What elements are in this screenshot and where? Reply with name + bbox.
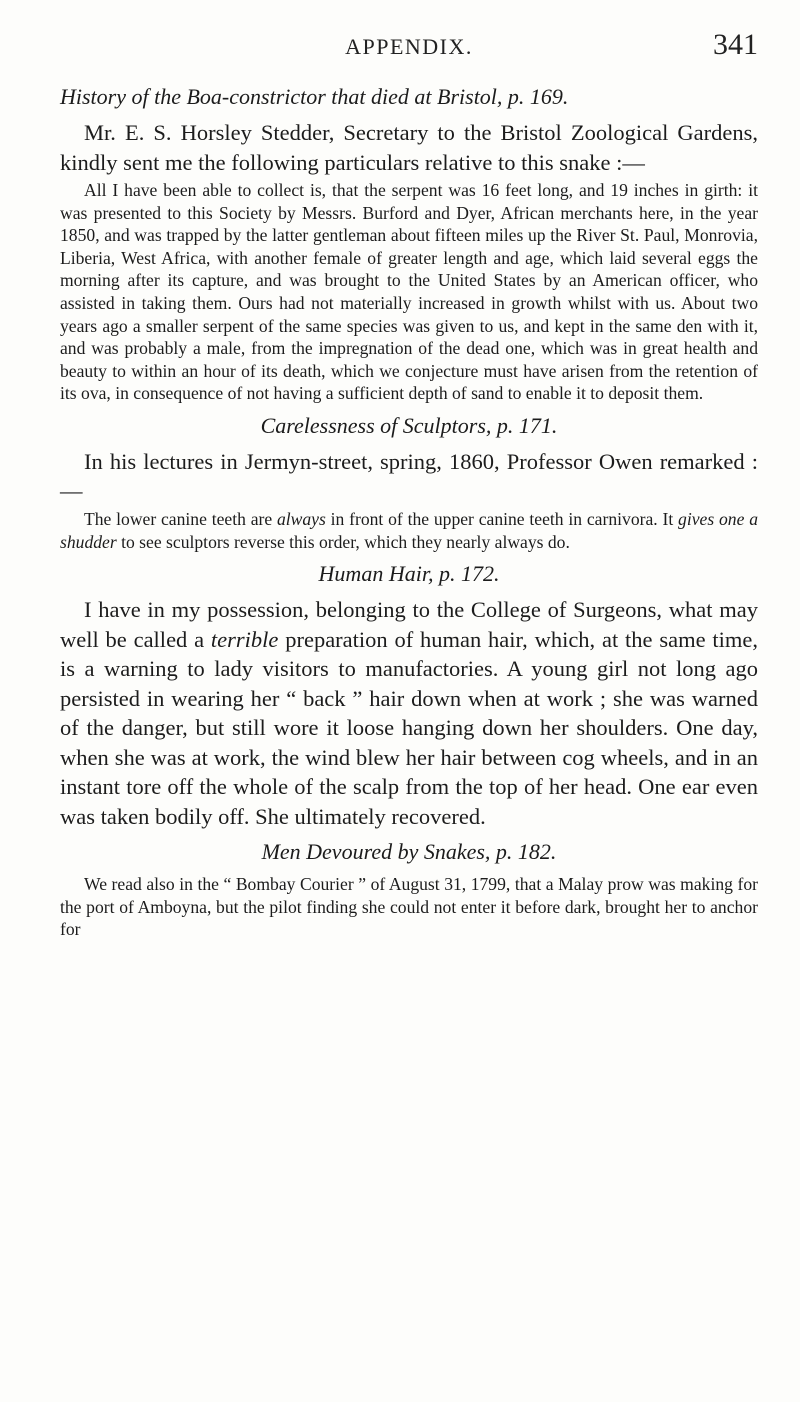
body-text: preparation of human hair, which, at the same time, is a warning to lady visitors to manufactories. A young girl not long ago persisted in wearing her “ back ” hair down when at work ; she was warned of the danger, but still wore it loose hanging down her shoulders. One day, when she was at work, the wind blew her hair between cog wheels, and in an instant tore off the whole of the scalp from the top of her head. One ear even was taken bodily off. She ultimately recovered. bbox=[60, 626, 758, 829]
section-carelessness-of-sculptors bbox=[60, 411, 758, 553]
section-intro: Mr. E. S. Horsley Stedder, Secretary to the Bristol Zoological Gardens, kindly sent me the following particulars relative to this snake :— bbox=[60, 120, 758, 175]
section-quote: We read also in the “ Bombay Courier ” of August 31, 1799, that a Malay prow was making for the port of Amboyna, but the pilot finding she could not enter it before dark, brought her to anchor for bbox=[60, 874, 758, 940]
running-head-title: APPENDIX. bbox=[345, 34, 473, 59]
page-content bbox=[60, 82, 758, 947]
section-men-devoured-by-snakes bbox=[60, 837, 758, 941]
section-boa-constrictor bbox=[60, 82, 758, 405]
section-human-hair bbox=[60, 559, 758, 831]
section-intro: In his lectures in Jermyn-street, spring, 1860, Professor Owen remarked :— bbox=[60, 448, 758, 504]
running-head bbox=[60, 28, 758, 68]
quote-text: The lower canine teeth are bbox=[84, 508, 277, 529]
section-quote bbox=[60, 508, 758, 553]
section-heading: Men Devoured by Snakes, p. 182. bbox=[261, 839, 557, 865]
quote-text: to see sculptors reverse this order, which they nearly always do. bbox=[116, 531, 570, 552]
quote-emphasis: gives one a shudder bbox=[60, 508, 758, 552]
body-text: I have in my possession, belonging to the College of Surgeons, what may well be called a bbox=[60, 597, 758, 652]
quote-emphasis: always bbox=[276, 508, 326, 529]
section-heading: History of the Boa-constrictor that died at Bristol, p. 169. bbox=[60, 84, 569, 109]
section-quote: All I have been able to collect is, that the serpent was 16 feet long, and 19 inches in girth: it was presented to this Society by Messrs. Burford and Dyer, African merchants here, in the year 1850, and was trapped by the latter gentleman about fifteen miles up the River St. Paul, Monrovia, Liberia, West Africa, with another female of greater length and age, which laid several eggs the morning after its capture, and was brought to the United States by an American officer, who assisted in taking them. Ours had not materially increased in growth whilst with us. About two years ago a smaller serpent of the same species was given to us, and kept in the same den with it, and was probably a male, from the impregnation of the dead one, which was in great health and beauty to within an hour of its death, which we conjecture must have arisen from the retention of its ova, in consequence of not having a sufficient depth of sand to enable it to deposit them. bbox=[60, 180, 758, 404]
section-heading: Human Hair, p. 172. bbox=[318, 561, 500, 587]
section-heading: Carelessness of Sculptors, p. 171. bbox=[260, 412, 558, 438]
body-emphasis: terrible bbox=[210, 626, 279, 652]
quote-text: in front of the upper canine teeth in carnivora. It bbox=[325, 508, 679, 529]
page-number: 341 bbox=[713, 28, 758, 61]
section-body bbox=[60, 595, 758, 831]
